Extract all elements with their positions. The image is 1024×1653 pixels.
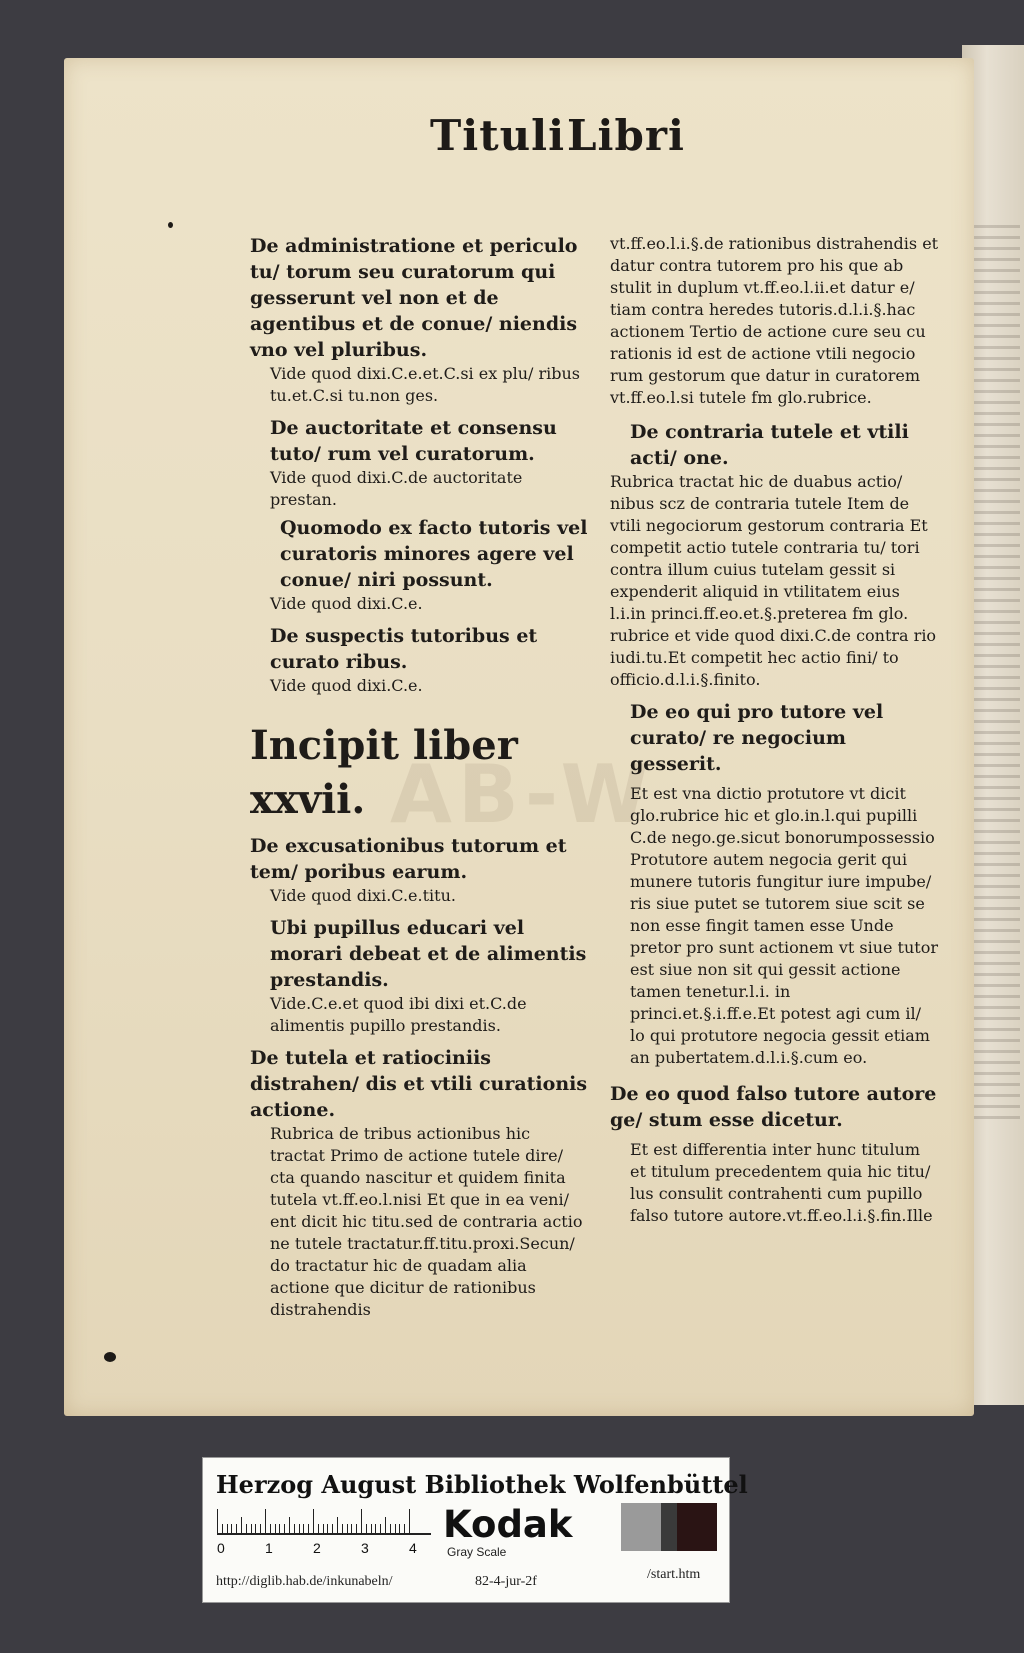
ruler-number: 1 (265, 1540, 273, 1556)
rubric-heading: De auctoritate et consensu tuto/ rum vel curatorum. (270, 417, 557, 465)
ruler-tick (375, 1524, 376, 1535)
rubric-text: Et est vna dictio protutore vt dicit glo.rubrice hic et glo.in.l.qui pupilli C.de nego.ge.sicut bonorumpossessio Protutore autem negocia gerit qui munere tutoris fungitur iure impube/ ris siue putet se tutorem siue scit se non esse fingit tamen esse Unde pretor pro sunt actionem vt siue tutor est siue non sit qui gessit actione tamen tenetur.l.i. in princi.et.§.i.ff.e.Et potest agi cum il/ lo qui protutore negocia gessit etiam an pubertatem.d.l.i.§.cum eo. (630, 784, 938, 1067)
ruler-number: 4 (409, 1540, 417, 1556)
ruler-tick (255, 1524, 256, 1535)
gray-swatch-dark (661, 1503, 677, 1551)
ruler-tick (246, 1524, 247, 1535)
ruler-tick (366, 1524, 367, 1535)
source-url: http://diglib.hab.de/inkunabeln/ (216, 1574, 393, 1589)
rubric-text: Rubrica tractat hic de duabus actio/ nibus scz de contraria tutele Item de vtili negociorum gestorum contraria Et competit actio tutele contraria tu/ tori contra illum cuius tutelam gessit si expenderit aliquid in vtilitatem eius l.i.in princi.ff.eo.et.§.preterea fm glo. rubrice et vide quod dixi.C.de contra rio iudi.tu.Et competit hec actio fini/ to officio.d.l.i.§.finito. (610, 472, 937, 689)
rubric-text: Rubrica de tribus actionibus hic tractat Primo de actione tutele dire/ cta quando nascitur et quidem finita tutela vt.ff.eo.l.nisi Et que in ea veni/ ent dicit hic titu.sed de contraria actio ne tutele tractatur.ff.titu.proxi.Secun/ do tractatur hic de quadam alia actione que dicitur de rationibus distrahendis (270, 1124, 583, 1319)
rubric-text: Vide quod dixi.C.e.et.C.si ex plu/ ribus tu.et.C.si tu.non ges. (270, 364, 580, 405)
gray-swatch-black (677, 1503, 717, 1551)
rubric-heading: De eo quod falso tutore autore ge/ stum esse dicetur. (610, 1083, 937, 1131)
ruler-tick (404, 1524, 405, 1535)
ruler-tick (356, 1524, 357, 1535)
rubric-heading: De tutela et ratiociniis distrahen/ dis et vtili curationis actione. (250, 1047, 588, 1121)
ruler-tick (385, 1517, 386, 1535)
rubric-heading: De administratione et periculo tu/ torum seu curatorum qui gesserunt vel non et de agentibus et de conue/ niendis vno vel pluribus. (250, 235, 578, 361)
ruler-tick (299, 1524, 300, 1535)
ruler-tick (284, 1524, 285, 1535)
ruler-number: 0 (217, 1540, 225, 1556)
rubric-text: Vide quod dixi.C.e.titu. (270, 886, 456, 905)
library-watermark: AB-W (390, 748, 655, 841)
ruler-tick (294, 1524, 295, 1535)
book-incipit: Incipit liber xxvii. (250, 722, 518, 823)
adjacent-page-text (970, 225, 1020, 1125)
ruler-tick (222, 1524, 223, 1535)
ruler-tick (260, 1524, 261, 1535)
ruler-tick (390, 1524, 391, 1535)
ruler-tick (241, 1517, 242, 1535)
ruler-tick (327, 1524, 328, 1535)
running-title-right: Libri (567, 111, 685, 160)
kodak-logo: Kodak (443, 1503, 573, 1546)
ruler-tick (342, 1524, 343, 1535)
rubric-text: Vide quod dixi.C.de auctoritate prestan. (270, 468, 523, 509)
left-column (250, 233, 590, 1321)
rubric-heading: De eo qui pro tutore vel curato/ re negocium gesserit. (630, 701, 884, 775)
running-title (364, 106, 764, 176)
ruler-tick (399, 1524, 400, 1535)
ruler-tick (409, 1509, 410, 1535)
ruler-tick (337, 1517, 338, 1535)
measurement-ruler (217, 1507, 431, 1535)
ruler-tick (313, 1509, 314, 1535)
ruler-tick (227, 1524, 228, 1535)
ruler-tick (275, 1524, 276, 1535)
rubric-heading: De contraria tutele et vtili acti/ one. (630, 421, 909, 469)
ruler-tick (371, 1524, 372, 1535)
ruler-tick (351, 1524, 352, 1535)
rubric-heading: Quomodo ex facto tutoris vel curatoris minores agere vel conue/ niri possunt. (280, 517, 588, 591)
ink-spot (104, 1352, 116, 1362)
library-name: Herzog August Bibliothek Wolfenbüttel (216, 1470, 748, 1499)
rubric-text: Vide.C.e.et quod ibi dixi et.C.de alimentis pupillo prestandis. (270, 994, 527, 1035)
rubric-text: Vide quod dixi.C.e. (270, 676, 423, 695)
rubric-heading: De suspectis tutoribus et curato ribus. (270, 625, 538, 673)
ink-spot (168, 222, 173, 228)
ruler-tick (323, 1524, 324, 1535)
right-column (610, 233, 940, 1227)
ruler-tick (308, 1524, 309, 1535)
ruler-tick (395, 1524, 396, 1535)
ruler-tick (217, 1509, 218, 1535)
ruler-tick (380, 1524, 381, 1535)
url-tail: /start.htm (647, 1567, 701, 1582)
ruler-tick (303, 1524, 304, 1535)
ruler-tick (361, 1509, 362, 1535)
rubric-text: Vide quod dixi.C.e. (270, 594, 423, 613)
gray-swatch-light (621, 1503, 661, 1551)
library-color-card (202, 1457, 748, 1603)
rubric-heading: Ubi pupillus educari vel morari debeat et de alimentis prestandis. (270, 917, 587, 991)
rubric-text: vt.ff.eo.l.i.§.de rationibus distrahendis et datur contra tutorem pro his que ab stulit in duplum vt.ff.eo.l.ii.et datur e/ tiam contra heredes tutoris.d.l.i.§.hac actionem Tertio de actione cure seu cu rationis id est de actione vtili negocio rum gestorum que datur in curatorem vt.ff.eo.l.si tutele fm glo.rubrice. (610, 234, 939, 407)
rubric-text: Et est differentia inter hunc titulum et titulum precedentem quia hic titu/ lus consulit contrahenti cum pupillo falso tutore autore.vt.ff.eo.l.i.§.fin.Ille (630, 1140, 933, 1225)
rubric-heading: De excusationibus tutorum et tem/ poribus earum. (250, 835, 567, 883)
ruler-tick (289, 1517, 290, 1535)
ruler-tick (347, 1524, 348, 1535)
ruler-tick (332, 1524, 333, 1535)
ruler-tick (231, 1524, 232, 1535)
ruler-tick (251, 1524, 252, 1535)
ruler-tick (318, 1524, 319, 1535)
shelfmark: 82-4-jur-2f (475, 1574, 537, 1589)
ruler-number: 2 (313, 1540, 321, 1556)
running-title-left: Tituli (430, 111, 566, 160)
ruler-tick (279, 1524, 280, 1535)
ruler-tick (265, 1509, 266, 1535)
ruler-tick (270, 1524, 271, 1535)
ruler-number: 3 (361, 1540, 369, 1556)
gray-scale-label: Gray Scale (447, 1545, 507, 1559)
ruler-tick (236, 1524, 237, 1535)
